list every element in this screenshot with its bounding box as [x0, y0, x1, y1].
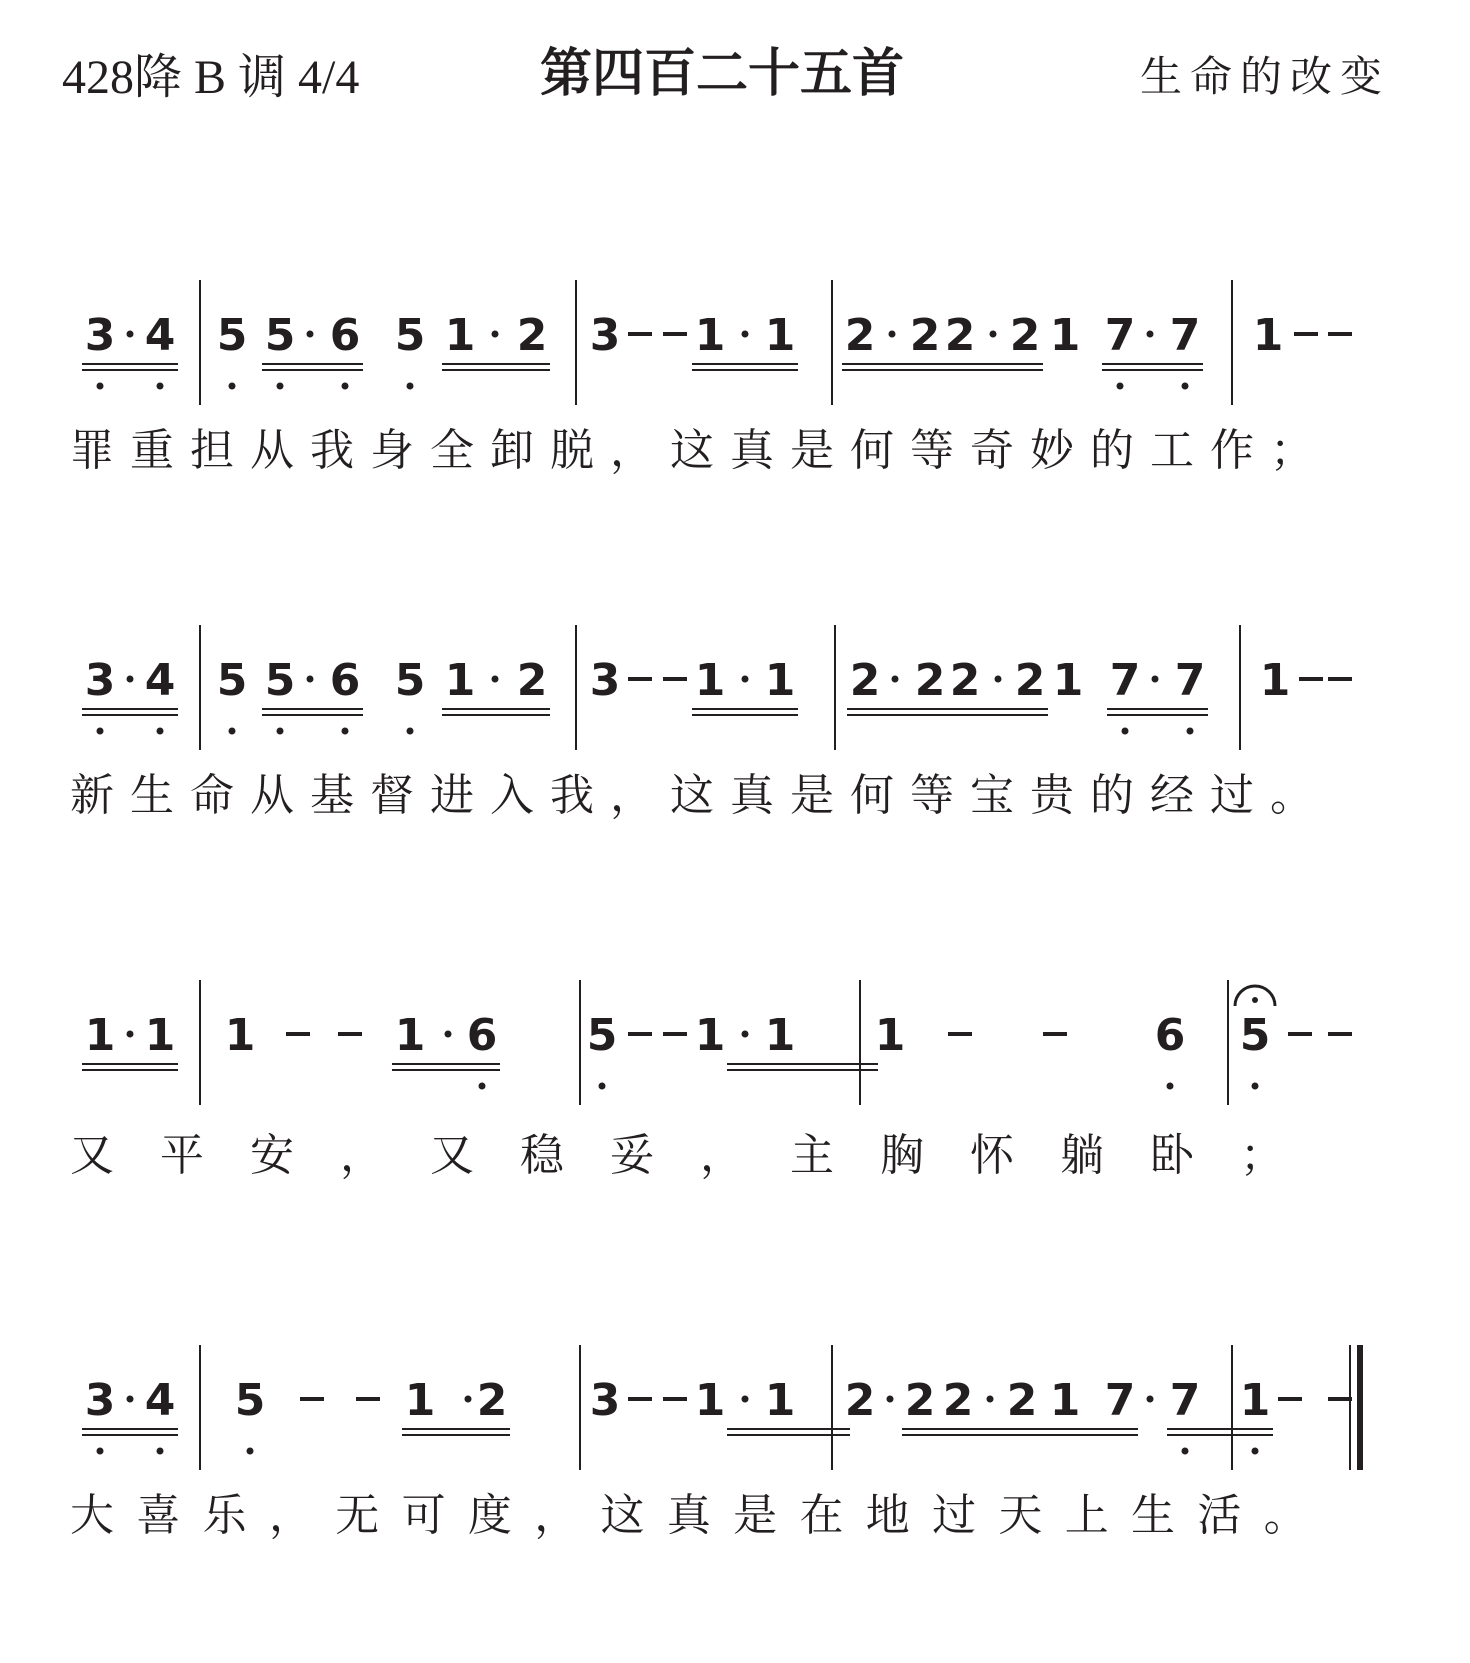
dot-note — [492, 331, 499, 338]
dot-note — [1152, 676, 1159, 683]
note-7: 7 — [1109, 655, 1141, 706]
lyric-char: 这 — [670, 770, 714, 821]
low-octave-dot — [407, 728, 414, 735]
low-octave-dot — [97, 728, 104, 735]
note-3: 3 — [589, 310, 621, 361]
lyric-char: 作 — [1210, 425, 1254, 476]
note-1: 1 — [84, 1010, 116, 1061]
low-octave-dot — [1182, 1448, 1189, 1455]
dot-note — [995, 676, 1002, 683]
lyric-char: 是 — [790, 425, 834, 476]
lyric-char: 这 — [600, 1490, 645, 1541]
dot-note — [987, 1396, 994, 1403]
lyric-char: 平 — [160, 1130, 204, 1181]
lyric-char: 又 — [70, 1130, 114, 1181]
note-7: 7 — [1174, 655, 1206, 706]
note-5: 5 — [264, 310, 296, 361]
lyric-char: ； — [1270, 425, 1314, 476]
dot-note — [990, 331, 997, 338]
lyric-char: 命 — [190, 770, 234, 821]
note-2: 2 — [904, 1375, 936, 1426]
note-2: 2 — [1014, 655, 1046, 706]
dot-note — [492, 676, 499, 683]
lyric-char: 我 — [550, 770, 594, 821]
lyric-char: 全 — [430, 425, 474, 476]
lyric-char: 担 — [190, 425, 234, 476]
note-1: 1 — [694, 1010, 726, 1061]
lyric-char: 何 — [850, 770, 894, 821]
note-1: 1 — [764, 310, 796, 361]
note-2: 2 — [1006, 1375, 1038, 1426]
lyric-char: 主 — [790, 1130, 834, 1181]
note-5: 5 — [264, 655, 296, 706]
note-3: 3 — [589, 1375, 621, 1426]
lyric-char: 从 — [250, 425, 294, 476]
lyric-char: 过 — [1210, 770, 1254, 821]
low-octave-dot — [247, 1448, 254, 1455]
hymn-title: 生命的改变 — [1140, 52, 1391, 101]
lyric-char: 。 — [1263, 1490, 1308, 1541]
note-5: 5 — [1239, 1010, 1271, 1061]
lyric-char: 这 — [670, 425, 714, 476]
low-octave-dot — [157, 728, 164, 735]
lyric-char: 活 — [1197, 1490, 1242, 1541]
lyric-char: 过 — [932, 1490, 977, 1541]
note-1: 1 — [764, 655, 796, 706]
note-1: 1 — [1239, 1375, 1271, 1426]
low-octave-dot — [1117, 383, 1124, 390]
dot-note — [127, 676, 134, 683]
note-1: 1 — [1259, 655, 1291, 706]
low-octave-dot — [229, 383, 236, 390]
lyric-char: 真 — [666, 1490, 711, 1541]
key-and-meter: 428降 B 调 4/4 — [62, 51, 360, 104]
lyric-char: 妥 — [610, 1130, 654, 1181]
lyric-char: ， — [268, 1490, 313, 1541]
note-2: 2 — [849, 655, 881, 706]
lyric-char: 何 — [850, 425, 894, 476]
low-octave-dot — [97, 1448, 104, 1455]
lyric-char: 新 — [70, 770, 114, 821]
dot-note — [742, 676, 749, 683]
hymn-number-title: 第四百二十五首 — [540, 44, 905, 104]
note-5: 5 — [216, 310, 248, 361]
low-octave-dot — [599, 1083, 606, 1090]
low-octave-dot — [97, 383, 104, 390]
note-2: 2 — [844, 310, 876, 361]
dot-note — [127, 1396, 134, 1403]
note-3: 3 — [589, 655, 621, 706]
note-1: 1 — [764, 1010, 796, 1061]
lyric-char: 又 — [430, 1130, 474, 1181]
note-1: 1 — [404, 1375, 436, 1426]
note-6: 6 — [329, 655, 361, 706]
dot-note — [887, 1396, 894, 1403]
lyric-char: 地 — [865, 1490, 910, 1541]
note-2: 2 — [909, 310, 941, 361]
note-2: 2 — [942, 1375, 974, 1426]
lyric-char: 躺 — [1060, 1130, 1104, 1181]
note-7: 7 — [1169, 310, 1201, 361]
lyric-char: 乐 — [202, 1490, 247, 1541]
dot-note — [742, 1396, 749, 1403]
note-7: 7 — [1104, 1375, 1136, 1426]
note-5: 5 — [394, 310, 426, 361]
low-octave-dot — [1187, 728, 1194, 735]
low-octave-dot — [1252, 1448, 1259, 1455]
dot-note — [465, 1396, 472, 1403]
lyric-char: 卧 — [1150, 1130, 1194, 1181]
lyric-char: 经 — [1150, 770, 1194, 821]
note-2: 2 — [914, 655, 946, 706]
lyric-char: 在 — [799, 1490, 844, 1541]
note-1: 1 — [694, 1375, 726, 1426]
note-1: 1 — [444, 310, 476, 361]
low-octave-dot — [157, 1448, 164, 1455]
note-1: 1 — [1252, 310, 1284, 361]
lyric-char: ， — [700, 1130, 744, 1181]
lyric-char: 大 — [70, 1490, 114, 1541]
lyric-char: 稳 — [520, 1130, 564, 1181]
low-octave-dot — [277, 383, 284, 390]
note-6: 6 — [466, 1010, 498, 1061]
lyric-char: 贵 — [1030, 770, 1074, 821]
lyric-char: 脱 — [550, 425, 594, 476]
note-6: 6 — [1154, 1010, 1186, 1061]
note-1: 1 — [764, 1375, 796, 1426]
lyric-char: 是 — [733, 1490, 778, 1541]
note-1: 1 — [1049, 310, 1081, 361]
lyric-char: 进 — [430, 770, 474, 821]
lyric-char: 喜 — [136, 1490, 181, 1541]
lyric-char: 真 — [730, 770, 774, 821]
lyric-char: ； — [1240, 1130, 1284, 1181]
lyric-char: 怀 — [970, 1130, 1014, 1181]
lyric-char: ， — [610, 770, 654, 821]
dot-note — [1147, 1396, 1154, 1403]
note-2: 2 — [949, 655, 981, 706]
note-4: 4 — [144, 1375, 176, 1426]
lyric-char: 入 — [490, 770, 534, 821]
note-4: 4 — [144, 655, 176, 706]
dot-note — [1147, 331, 1154, 338]
lyric-char: 是 — [790, 770, 834, 821]
fermata-dot — [1252, 997, 1258, 1003]
dot-note — [445, 1031, 452, 1038]
lyric-char: 的 — [1090, 770, 1134, 821]
low-octave-dot — [1182, 383, 1189, 390]
lyric-char: 无 — [335, 1490, 380, 1541]
note-5: 5 — [394, 655, 426, 706]
note-7: 7 — [1169, 1375, 1201, 1426]
note-3: 3 — [84, 655, 116, 706]
lyric-char: 重 — [130, 425, 174, 476]
lyric-char: 罪 — [70, 425, 114, 476]
note-5: 5 — [216, 655, 248, 706]
lyric-char: 宝 — [970, 770, 1014, 821]
note-2: 2 — [1009, 310, 1041, 361]
low-octave-dot — [1252, 1083, 1259, 1090]
lyric-char: 胸 — [880, 1130, 924, 1181]
lyric-char: 工 — [1150, 425, 1194, 476]
lyric-char: 的 — [1090, 425, 1134, 476]
note-3: 3 — [84, 310, 116, 361]
dot-note — [127, 331, 134, 338]
note-1: 1 — [224, 1010, 256, 1061]
note-1: 1 — [1052, 655, 1084, 706]
low-octave-dot — [342, 383, 349, 390]
lyric-char: ， — [610, 425, 654, 476]
lyric-char: 我 — [310, 425, 354, 476]
lyric-char: 上 — [1064, 1490, 1109, 1541]
dot-note — [742, 1031, 749, 1038]
note-2: 2 — [476, 1375, 508, 1426]
lyric-char: 妙 — [1030, 425, 1074, 476]
lyric-char: ， — [340, 1130, 384, 1181]
note-2: 2 — [944, 310, 976, 361]
lyric-char: 身 — [370, 425, 414, 476]
dot-note — [889, 331, 896, 338]
note-3: 3 — [84, 1375, 116, 1426]
lyric-char: 天 — [998, 1490, 1043, 1541]
note-2: 2 — [516, 310, 548, 361]
lyric-char: 等 — [910, 425, 954, 476]
dot-note — [742, 331, 749, 338]
lyric-char: ， — [534, 1490, 579, 1541]
lyric-char: 基 — [310, 770, 354, 821]
low-octave-dot — [1167, 1083, 1174, 1090]
low-octave-dot — [157, 383, 164, 390]
lyric-char: 可 — [401, 1490, 446, 1541]
low-octave-dot — [407, 383, 414, 390]
lyric-char: 生 — [130, 770, 174, 821]
lyric-char: 奇 — [970, 425, 1014, 476]
lyric-char: 卸 — [490, 425, 534, 476]
note-6: 6 — [329, 310, 361, 361]
lyric-char: 从 — [250, 770, 294, 821]
low-octave-dot — [277, 728, 284, 735]
lyric-char: 督 — [370, 770, 414, 821]
dot-note — [307, 676, 314, 683]
lyric-char: 。 — [1270, 770, 1314, 821]
note-1: 1 — [694, 310, 726, 361]
note-4: 4 — [144, 310, 176, 361]
lyric-char: 度 — [467, 1490, 512, 1541]
note-1: 1 — [394, 1010, 426, 1061]
note-1: 1 — [444, 655, 476, 706]
low-octave-dot — [1122, 728, 1129, 735]
lyric-char: 等 — [910, 770, 954, 821]
low-octave-dot — [479, 1083, 486, 1090]
note-2: 2 — [844, 1375, 876, 1426]
lyric-char: 安 — [250, 1130, 294, 1181]
note-5: 5 — [586, 1010, 618, 1061]
note-7: 7 — [1104, 310, 1136, 361]
dot-note — [892, 676, 899, 683]
low-octave-dot — [342, 728, 349, 735]
lyric-char: 真 — [730, 425, 774, 476]
dot-note — [307, 331, 314, 338]
dot-note — [127, 1031, 134, 1038]
note-2: 2 — [516, 655, 548, 706]
note-1: 1 — [144, 1010, 176, 1061]
note-5: 5 — [234, 1375, 266, 1426]
low-octave-dot — [229, 728, 236, 735]
lyric-char: 生 — [1131, 1490, 1176, 1541]
note-1: 1 — [694, 655, 726, 706]
note-1: 1 — [874, 1010, 906, 1061]
note-1: 1 — [1049, 1375, 1081, 1426]
